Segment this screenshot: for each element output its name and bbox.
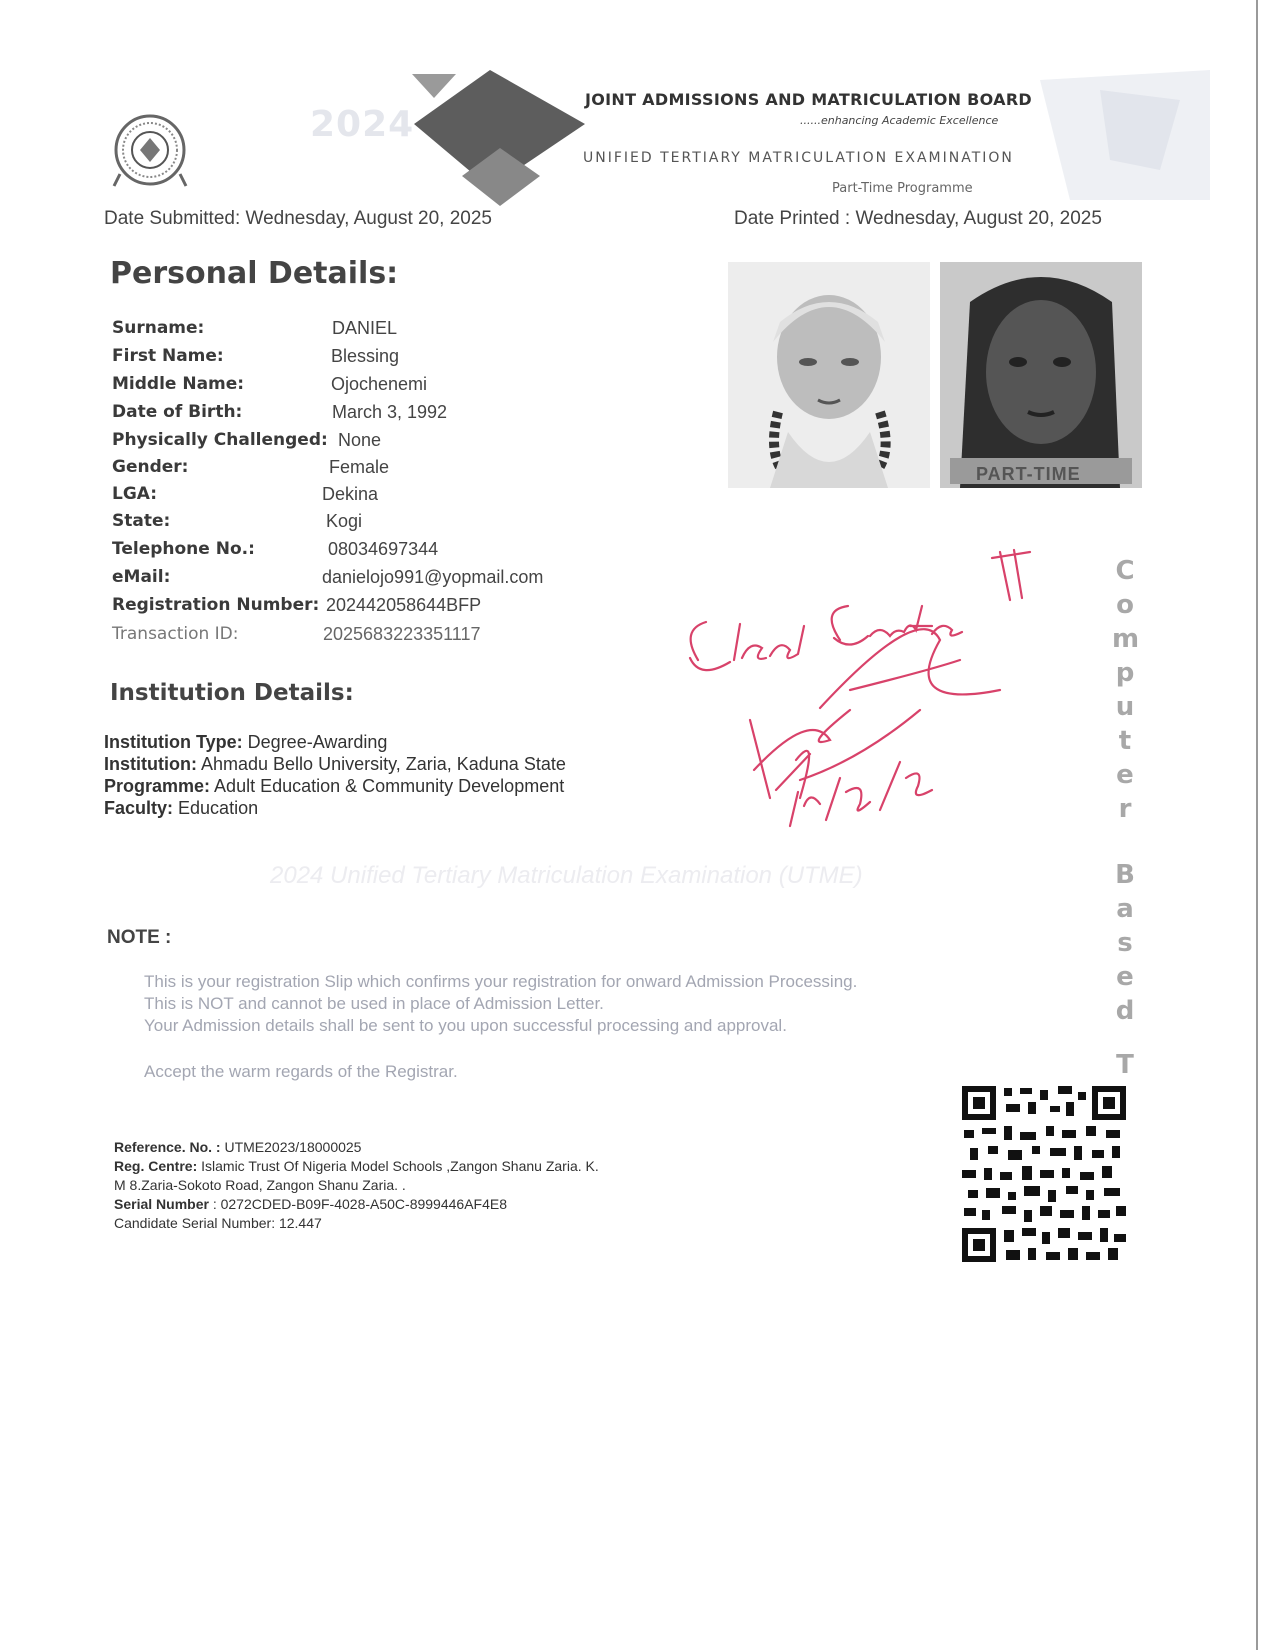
middle-name-value: Ojochenemi xyxy=(331,374,428,394)
transaction-id-label: Transaction ID: xyxy=(112,624,239,644)
gender-value: Female xyxy=(329,457,390,477)
institution-details-title: Institution Details: xyxy=(110,680,354,706)
note-line-1: This is your registration Slip which confirms your registration for onward Admission Processing. xyxy=(144,972,858,991)
reference-number-line xyxy=(114,1139,361,1155)
reference-number-label: Reference. No. : xyxy=(114,1139,221,1155)
vertical-watermark-char: T xyxy=(1116,1050,1134,1080)
handwritten-clearance-signature xyxy=(670,540,1070,840)
lga-label: LGA: xyxy=(112,484,158,504)
physically-challenged-value: None xyxy=(338,430,382,450)
vertical-watermark-char: o xyxy=(1116,590,1134,620)
vertical-watermark-char: a xyxy=(1116,894,1134,924)
gender-label: Gender: xyxy=(112,457,189,477)
institution-type-line xyxy=(104,732,387,753)
serial-number-line xyxy=(114,1196,507,1212)
candidate-serial-number: Candidate Serial Number: 12.447 xyxy=(114,1215,322,1231)
programme-type: Part-Time Programme xyxy=(832,181,973,196)
candidate-photo-capture xyxy=(940,262,1142,488)
jamb-seal-icon xyxy=(110,112,190,192)
programme-line xyxy=(104,776,564,797)
vertical-watermark-char: s xyxy=(1117,928,1133,958)
note-line-4: Accept the warm regards of the Registrar. xyxy=(144,1062,458,1081)
programme-value: Adult Education & Community Development xyxy=(214,776,565,796)
reg-centre-value-continued: M 8.Zaria-Sokoto Road, Zangon Shanu Zaria. . xyxy=(114,1177,406,1193)
first-name-value: Blessing xyxy=(331,346,400,366)
year-watermark: 2024 xyxy=(310,104,415,145)
vertical-watermark-char: e xyxy=(1116,760,1134,790)
institution-value: Ahmadu Bello University, Zaria, Kaduna State xyxy=(201,754,566,774)
faculty-label: Faculty: xyxy=(104,798,174,818)
date-of-birth-label: Date of Birth: xyxy=(112,402,243,422)
vertical-watermark-char: d xyxy=(1115,996,1135,1026)
vertical-watermark-char: m xyxy=(1112,624,1140,654)
vertical-watermark-char: r xyxy=(1118,794,1132,824)
vertical-watermark-char: u xyxy=(1115,692,1135,722)
transaction-id-value: 2025683223351117 xyxy=(323,624,481,644)
utme-watermark: 2024 Unified Tertiary Matriculation Examination (UTME) xyxy=(270,862,863,889)
telephone-value: 08034697344 xyxy=(328,539,439,559)
personal-details-title: Personal Details: xyxy=(110,256,399,291)
reg-centre-label: Reg. Centre: xyxy=(114,1158,198,1174)
email-label: eMail: xyxy=(112,567,171,587)
note-line-2: This is NOT and cannot be used in place of Admission Letter. xyxy=(144,994,604,1013)
email-value: danielojo991@yopmail.com xyxy=(322,567,544,587)
board-name: JOINT ADMISSIONS AND MATRICULATION BOARD xyxy=(585,90,1033,109)
serial-number-label: Serial Number xyxy=(114,1196,209,1212)
telephone-label: Telephone No.: xyxy=(112,539,255,559)
scan-edge-line xyxy=(1256,0,1258,1650)
date-printed: Date Printed : Wednesday, August 20, 2025 xyxy=(734,208,1102,229)
state-label: State: xyxy=(112,511,171,531)
part-time-badge: PART-TIME xyxy=(976,464,1081,484)
programme-label: Programme: xyxy=(104,776,211,796)
serial-number-value: : 0272CDED-B09F-4028-A50C-8999446AF4E8 xyxy=(212,1196,507,1212)
vertical-watermark-char: B xyxy=(1115,860,1135,890)
state-value: Kogi xyxy=(326,511,363,531)
date-of-birth-value: March 3, 1992 xyxy=(332,402,448,422)
physically-challenged-label: Physically Challenged: xyxy=(112,430,328,450)
exam-name: UNIFIED TERTIARY MATRICULATION EXAMINATION xyxy=(583,150,1014,166)
middle-name-label: Middle Name: xyxy=(112,374,245,394)
institution-label: Institution: xyxy=(104,754,197,774)
reg-centre-line xyxy=(114,1158,599,1174)
corner-watermark-graphic xyxy=(1010,60,1210,200)
qr-code-icon xyxy=(962,1086,1126,1262)
registration-number-label: Registration Number: xyxy=(112,595,320,615)
date-submitted: Date Submitted: Wednesday, August 20, 2025 xyxy=(104,208,492,229)
vertical-watermark-char: e xyxy=(1116,962,1134,992)
institution-type-label: Institution Type: xyxy=(104,732,243,752)
registration-number-value: 202442058644BFP xyxy=(326,595,482,615)
vertical-watermark-char: p xyxy=(1115,658,1135,688)
institution-type-value: Degree-Awarding xyxy=(247,732,388,752)
board-tagline: ......enhancing Academic Excellence xyxy=(800,114,999,127)
note-label: NOTE : xyxy=(107,927,172,948)
jamb-logo-diamond-icon xyxy=(410,68,590,208)
faculty-line xyxy=(104,798,258,819)
vertical-watermark-char: C xyxy=(1115,556,1135,586)
lga-value: Dekina xyxy=(322,484,379,504)
surname-value: DANIEL xyxy=(332,318,398,338)
note-line-3: Your Admission details shall be sent to you upon successful processing and approval. xyxy=(144,1016,787,1035)
reference-number-value: UTME2023/18000025 xyxy=(224,1139,362,1155)
institution-line xyxy=(104,754,566,775)
first-name-label: First Name: xyxy=(112,346,224,366)
faculty-value: Education xyxy=(178,798,259,818)
candidate-photo-registration xyxy=(728,262,930,488)
vertical-watermark-char: t xyxy=(1118,726,1132,756)
reg-centre-value: Islamic Trust Of Nigeria Model Schools ,Zangon Shanu Zaria. K. xyxy=(201,1158,599,1174)
surname-label: Surname: xyxy=(112,318,205,338)
